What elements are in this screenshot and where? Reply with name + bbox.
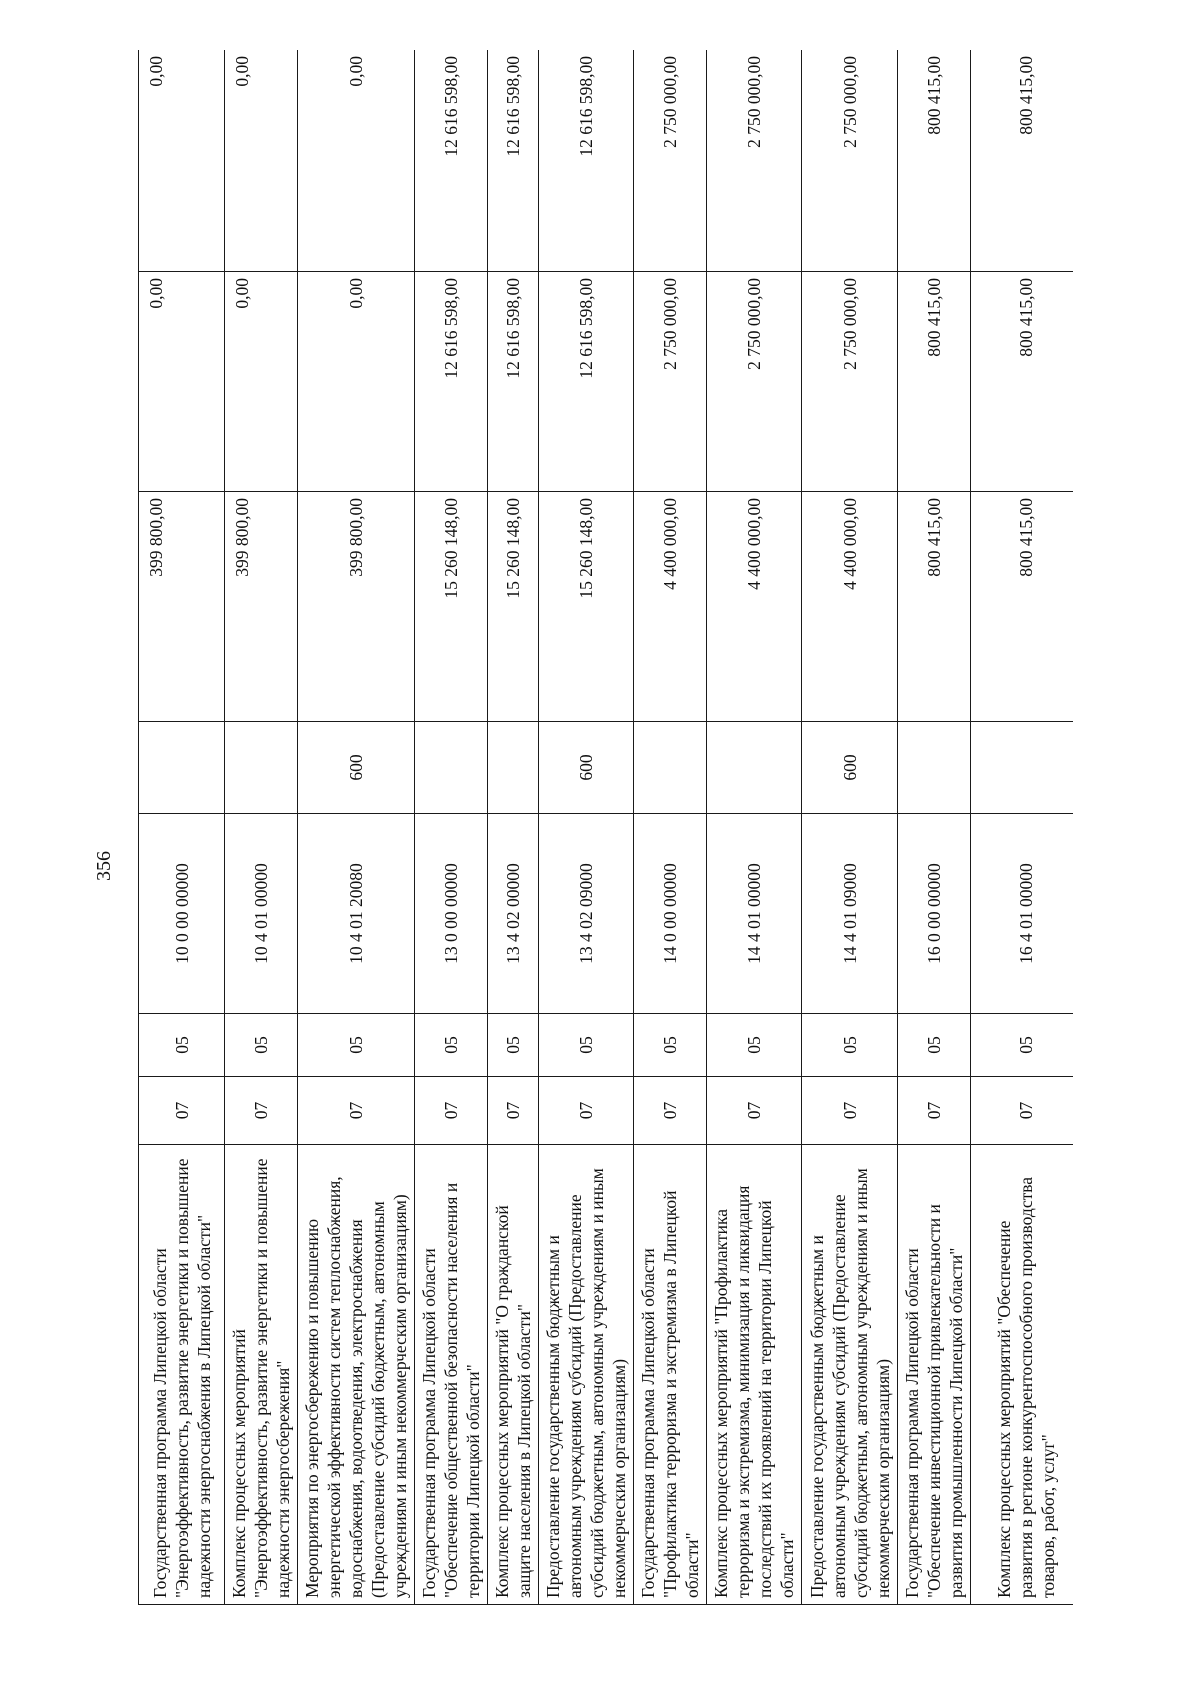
section-code: 07 [298, 1077, 415, 1145]
amount-3: 800 415,00 [971, 50, 1074, 272]
row-name: Предоставление государственным бюджетным и автономным учреждениям субсидий (Предоставление субсидий бюджетным, автономным учреждениям и иным некоммерческим организациям) [539, 1145, 634, 1605]
amount-2: 12 616 598,00 [415, 272, 488, 492]
expense-kind-code: 600 [802, 722, 898, 814]
amount-1: 800 415,00 [971, 492, 1074, 722]
target-article-code: 14 4 01 00000 [707, 814, 802, 1014]
amount-1: 15 260 148,00 [539, 492, 634, 722]
amount-3: 0,00 [298, 50, 415, 272]
row-name: Государственная программа Липецкой области "Профилактика терроризма и экстремизма в Липецкой области" [634, 1145, 707, 1605]
amount-1: 4 400 000,00 [634, 492, 707, 722]
expense-kind-code [415, 722, 488, 814]
expense-kind-code: 600 [539, 722, 634, 814]
amount-1: 4 400 000,00 [802, 492, 898, 722]
subsection-code: 05 [415, 1014, 488, 1077]
amount-3: 2 750 000,00 [707, 50, 802, 272]
amount-2: 0,00 [298, 272, 415, 492]
table-row [971, 50, 1074, 1605]
subsection-code: 05 [488, 1014, 539, 1077]
section-code: 07 [971, 1077, 1074, 1145]
amount-1: 15 260 148,00 [415, 492, 488, 722]
expense-kind-code [898, 722, 971, 814]
row-name: Комплекс процессных мероприятий "Энергоэффективность, развитие энергетики и повышение надежности энергосбережения" [225, 1145, 298, 1605]
row-name: Комплекс процессных мероприятий "Профилактика терроризма и экстремизма, минимизация и ликвидация последствий их проявлений на территории Липецкой области" [707, 1145, 802, 1605]
table-row [139, 50, 225, 1605]
amount-1: 399 800,00 [225, 492, 298, 722]
expense-kind-code [971, 722, 1074, 814]
subsection-code: 05 [707, 1014, 802, 1077]
row-name: Государственная программа Липецкой области "Обеспечение инвестиционной привлекательности и развития промышленности Липецкой области" [898, 1145, 971, 1605]
subsection-code: 05 [971, 1014, 1074, 1077]
amount-3: 800 415,00 [898, 50, 971, 272]
section-code: 07 [488, 1077, 539, 1145]
target-article-code: 10 4 01 00000 [225, 814, 298, 1014]
subsection-code: 05 [898, 1014, 971, 1077]
section-code: 07 [139, 1077, 225, 1145]
amount-1: 15 260 148,00 [488, 492, 539, 722]
expense-kind-code: 600 [298, 722, 415, 814]
subsection-code: 05 [298, 1014, 415, 1077]
expense-kind-code [139, 722, 225, 814]
target-article-code: 13 0 00 00000 [415, 814, 488, 1014]
subsection-code: 05 [634, 1014, 707, 1077]
section-code: 07 [707, 1077, 802, 1145]
target-article-code: 16 0 00 00000 [898, 814, 971, 1014]
amount-3: 12 616 598,00 [488, 50, 539, 272]
amount-3: 12 616 598,00 [415, 50, 488, 272]
amount-2: 2 750 000,00 [707, 272, 802, 492]
amount-1: 4 400 000,00 [707, 492, 802, 722]
target-article-code: 13 4 02 00000 [488, 814, 539, 1014]
target-article-code: 14 0 00 00000 [634, 814, 707, 1014]
table-row [898, 50, 971, 1605]
amount-2: 12 616 598,00 [539, 272, 634, 492]
table-row [298, 50, 415, 1605]
amount-2: 2 750 000,00 [802, 272, 898, 492]
page-number: 356 [93, 851, 115, 881]
amount-3: 2 750 000,00 [634, 50, 707, 272]
expense-kind-code [225, 722, 298, 814]
amount-2: 2 750 000,00 [634, 272, 707, 492]
table-row [802, 50, 898, 1605]
table-row [415, 50, 488, 1605]
amount-1: 399 800,00 [298, 492, 415, 722]
section-code: 07 [898, 1077, 971, 1145]
budget-table [138, 50, 1073, 1605]
section-code: 07 [634, 1077, 707, 1145]
amount-1: 800 415,00 [898, 492, 971, 722]
row-name: Предоставление государственным бюджетным и автономным учреждениям субсидий (Предоставление субсидий бюджетным, автономным учреждениям и иным некоммерческим организациям) [802, 1145, 898, 1605]
target-article-code: 10 0 00 00000 [139, 814, 225, 1014]
table-row [634, 50, 707, 1605]
expense-kind-code [488, 722, 539, 814]
row-name: Мероприятия по энергосбережению и повышению энергетической эффективности систем теплоснабжения, водоснабжения, водоотведения, электроснабжения (Предоставление субсидий бюджетным, автономным учреждениям и иным некоммерческим организациям) [298, 1145, 415, 1605]
expense-kind-code [707, 722, 802, 814]
subsection-code: 05 [225, 1014, 298, 1077]
amount-2: 12 616 598,00 [488, 272, 539, 492]
row-name: Государственная программа Липецкой области "Обеспечение общественной безопасности населения и территории Липецкой области" [415, 1145, 488, 1605]
table-row [539, 50, 634, 1605]
amount-3: 12 616 598,00 [539, 50, 634, 272]
amount-1: 399 800,00 [139, 492, 225, 722]
section-code: 07 [802, 1077, 898, 1145]
amount-3: 0,00 [225, 50, 298, 272]
target-article-code: 10 4 01 20080 [298, 814, 415, 1014]
table-row [488, 50, 539, 1605]
target-article-code: 14 4 01 09000 [802, 814, 898, 1014]
table-container [138, 50, 1073, 1605]
subsection-code: 05 [139, 1014, 225, 1077]
table-row [225, 50, 298, 1605]
amount-2: 800 415,00 [971, 272, 1074, 492]
subsection-code: 05 [539, 1014, 634, 1077]
target-article-code: 16 4 01 00000 [971, 814, 1074, 1014]
amount-2: 0,00 [139, 272, 225, 492]
amount-2: 800 415,00 [898, 272, 971, 492]
row-name: Государственная программа Липецкой области "Энергоэффективность, развитие энергетики и повышение надежности энергоснабжения в Липецкой области" [139, 1145, 225, 1605]
amount-2: 0,00 [225, 272, 298, 492]
row-name: Комплекс процессных мероприятий "Обеспечение развития в регионе конкурентоспособного производства товаров, работ, услуг" [971, 1145, 1074, 1605]
section-code: 07 [225, 1077, 298, 1145]
table-row [707, 50, 802, 1605]
section-code: 07 [539, 1077, 634, 1145]
subsection-code: 05 [802, 1014, 898, 1077]
amount-3: 0,00 [139, 50, 225, 272]
section-code: 07 [415, 1077, 488, 1145]
amount-3: 2 750 000,00 [802, 50, 898, 272]
target-article-code: 13 4 02 09000 [539, 814, 634, 1014]
row-name: Комплекс процессных мероприятий "О гражданской защите населения в Липецкой области" [488, 1145, 539, 1605]
expense-kind-code [634, 722, 707, 814]
